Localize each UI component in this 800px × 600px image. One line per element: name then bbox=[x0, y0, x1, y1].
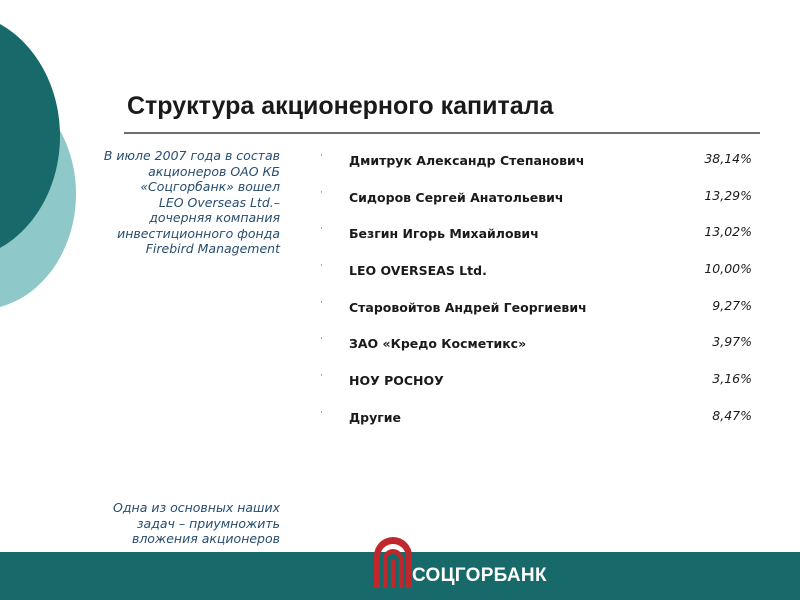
bullet-icon: · bbox=[320, 261, 323, 272]
shareholder-name: ЗАО «Кредо Косметикс» bbox=[349, 336, 527, 352]
shareholder-row bbox=[318, 254, 758, 291]
bullet-icon: · bbox=[320, 224, 323, 235]
shareholder-row bbox=[318, 364, 758, 401]
shareholder-row bbox=[318, 291, 758, 328]
shareholder-name: НОУ РОСНОУ bbox=[349, 373, 444, 389]
side-note-bottom: Одна из основных наших задач – приумножить вложения акционеров bbox=[113, 500, 280, 546]
bullet-icon: · bbox=[320, 297, 323, 308]
shareholder-share: 9,27% bbox=[712, 297, 752, 313]
slide-title: Структура акционерного капитала bbox=[127, 92, 554, 120]
shareholder-share: 3,97% bbox=[712, 334, 752, 350]
shareholder-share: 13,02% bbox=[704, 224, 752, 240]
shareholder-share: 10,00% bbox=[704, 261, 752, 277]
shareholder-list bbox=[318, 144, 758, 438]
bullet-icon: · bbox=[320, 371, 323, 382]
side-note-top: В июле 2007 года в состав акционеров ОАО КБ «Соцгорбанк» вошел LEO Overseas Ltd.– дочерняя компания инвестиционного фонда Firebird Management bbox=[103, 148, 280, 256]
bullet-icon: · bbox=[320, 187, 323, 198]
shareholder-row bbox=[318, 181, 758, 218]
shareholder-name: Другие bbox=[349, 409, 401, 425]
arch-logo-icon bbox=[372, 536, 414, 588]
bullet-icon: · bbox=[320, 407, 323, 418]
shareholder-name: Сидоров Сергей Анатольевич bbox=[349, 189, 564, 205]
shareholder-share: 13,29% bbox=[704, 187, 752, 203]
shareholder-row bbox=[318, 144, 758, 181]
shareholder-name: Старовойтов Андрей Георгиевич bbox=[349, 299, 587, 315]
shareholder-share: 3,16% bbox=[712, 371, 752, 387]
shareholder-row bbox=[318, 401, 758, 438]
shareholder-name: Дмитрук Александр Степанович bbox=[349, 153, 585, 168]
title-divider bbox=[124, 132, 760, 134]
shareholder-name: Безгин Игорь Михайлович bbox=[349, 226, 539, 242]
shareholder-row bbox=[318, 327, 758, 364]
shareholder-name: LEO OVERSEAS Ltd. bbox=[349, 263, 487, 279]
shareholder-share: 38,14% bbox=[704, 151, 752, 166]
shareholder-share: 8,47% bbox=[712, 407, 752, 423]
bullet-icon: · bbox=[320, 334, 323, 345]
shareholder-row bbox=[318, 217, 758, 254]
bullet-icon: · bbox=[320, 151, 323, 161]
brand-name: СОЦГОРБАНК bbox=[412, 565, 547, 586]
